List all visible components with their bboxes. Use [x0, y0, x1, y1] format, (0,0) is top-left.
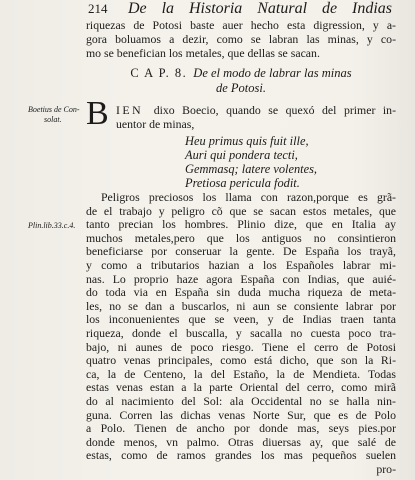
verse-quotation [185, 134, 395, 190]
text-line: a Polo. Tienen de ancho por donde mas, seys pies.por [86, 421, 396, 436]
text-line: quatro venas principales, como está dicho, que son la Ri- [86, 353, 396, 368]
text-line: tanto precian los hombres. Plinio dize, que en Italia ay [86, 217, 396, 232]
margin-note-boetius: Boetius de Con- [28, 105, 80, 114]
text-line: riqueza, donde el buscalla, y sacalla no cuesta poco tra- [86, 325, 396, 340]
text-line [116, 103, 396, 117]
text-line: y como a tributarios hazian a los Españoles labrar mi- [86, 257, 396, 272]
chapter-heading-line [86, 66, 396, 81]
text-line: do toda via en España sin duda mucha riqueza de meta- [86, 285, 396, 300]
margin-note-plinio: Plin.lib.33.c.4. [28, 221, 76, 230]
chapter-title: De el modo de labrar las minas [193, 66, 352, 80]
intro-text [86, 18, 396, 60]
running-title: De la Historia Natural de Indias [128, 0, 392, 17]
text-line: nas. Lo proprio haze agora España con Indias, que auié- [86, 271, 396, 286]
text-line: estas venas estan a la parte Oriental del cerro, como mirã [86, 380, 396, 395]
opening-line-rest: dixo Boecio, quando se quexó del primer in- [153, 103, 397, 117]
text-line: les, no se dan a buscarlos, ni aun se consiente labrar por [86, 298, 396, 313]
text-line: uentor de minas, [116, 117, 195, 131]
verse-line: Pretiosa pericula fodit. [185, 176, 300, 190]
opening-caps: IEN [116, 103, 144, 117]
text-line: ca, la de Centeno, la del Estaño, la de Mendieta. Todas [86, 366, 396, 381]
text-line: riquezas de Potosi baste auer hecho esta digression, y a- [86, 18, 396, 32]
catchword: pro- [376, 461, 396, 476]
text-line: los inconuenientes que se veen, y de Indias traen tanta [86, 312, 396, 327]
verse-line: Heu primus quis fuit ille, [185, 134, 309, 148]
text-line: muchos metales,pero que los antiguos no consintieron [86, 230, 396, 245]
text-line: mo se benefician los metales, que dellas se sacan. [86, 46, 320, 60]
drop-cap: B [86, 95, 109, 132]
opening-text [116, 103, 396, 131]
margin-note-boetius-cont: solat. [44, 115, 62, 124]
verse-line: Gemmasq; latere volentes, [185, 162, 318, 176]
chapter-label: C A P. 8. [130, 66, 188, 80]
text-line: beneficiarse por conseruar la gente. De España los trayã, [86, 244, 396, 259]
page-number: 214 [88, 1, 108, 16]
chapter-title-line-2: de Potosi. [216, 81, 266, 95]
text-line: de el trabajo y peligro cõ que se sacan estos metales, que [86, 203, 396, 218]
text-line: do al nacimiento del Sol: ala Occidental no se halla nin- [86, 393, 396, 408]
text-line: gora boluamos a dezir, como se labran las minas, y co- [86, 32, 396, 46]
text-line: donde menos, vn palmo. Otras diuersas ay, que salé de [86, 434, 396, 449]
text-line: Peligros preciosos los llama con razon,porque es grã- [101, 190, 396, 204]
chapter-heading [86, 66, 396, 96]
text-line: estas, como de ramos grandes los mas pequeños suelen [86, 448, 396, 463]
text-line: guna. Corren las dichas venas Norte Sur, que es de Polo [86, 407, 396, 422]
main-paragraph [86, 191, 396, 476]
verse-line: Auri qui pondera tecti, [185, 148, 298, 162]
text-line: bajo, ni aunes de poco riesgo. Tiene el cerro de Potosi [86, 339, 396, 354]
